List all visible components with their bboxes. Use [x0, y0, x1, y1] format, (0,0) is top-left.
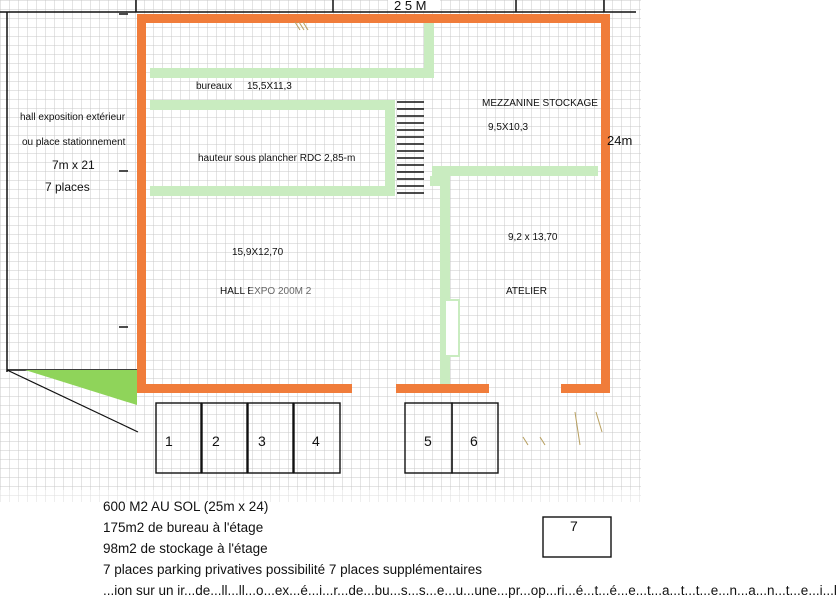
- parking-number-2: 2: [212, 433, 220, 449]
- bureaux-label: bureaux: [196, 81, 233, 92]
- atelier-label: ATELIER: [506, 286, 547, 297]
- bureaux-size: 15,5X11,3: [247, 81, 292, 92]
- parking-number-7: 7: [570, 518, 578, 534]
- note-line-2: 175m2 de bureau à l'étage: [103, 520, 264, 535]
- atelier-door: [445, 300, 459, 356]
- right-dimension-label: 24m: [607, 133, 633, 148]
- watermark: [250, 280, 430, 320]
- parking-number-1: 1: [165, 433, 173, 449]
- ceiling-height-label: hauteur sous plancher RDC 2,85-m: [198, 153, 356, 164]
- hall-label: HALL EXPO 200M 2: [220, 286, 312, 297]
- parking-number-5: 5: [424, 433, 432, 449]
- lot-label-line1: hall exposition extérieur: [20, 112, 126, 123]
- parking-number-4: 4: [312, 433, 320, 449]
- top-dimension-label: 2 5 M: [394, 0, 427, 13]
- hall-size: 15,9X12,70: [232, 247, 284, 258]
- atelier-size: 9,2 x 13,70: [508, 232, 558, 243]
- mezzanine-size: 9,5X10,3: [488, 122, 529, 133]
- note-line-1: 600 M2 AU SOL (25m x 24): [103, 499, 269, 514]
- note-line-4: 7 places parking privatives possibilité 7 places supplémentaires: [103, 562, 482, 577]
- parking-number-3: 3: [258, 433, 266, 449]
- note-line-5: ...ion sur un ir...de...ll...ll...o...ex...é...i...r...de...bu...s...s...e...u...une...pr...op...ri...é...t...é...e...t...a...t...t...e...n...a...n...t...e...i...l: [103, 583, 837, 598]
- lot-size: 7m x 21: [52, 158, 95, 172]
- notes-block: [103, 496, 837, 598]
- lot-label-line2: ou place stationnement: [22, 137, 126, 148]
- mezzanine-label: MEZZANINE STOCKAGE: [482, 98, 598, 109]
- note-line-3: 98m2 de stockage à l'étage: [103, 541, 268, 556]
- parking-number-6: 6: [470, 433, 478, 449]
- lot-places: 7 places: [45, 180, 90, 194]
